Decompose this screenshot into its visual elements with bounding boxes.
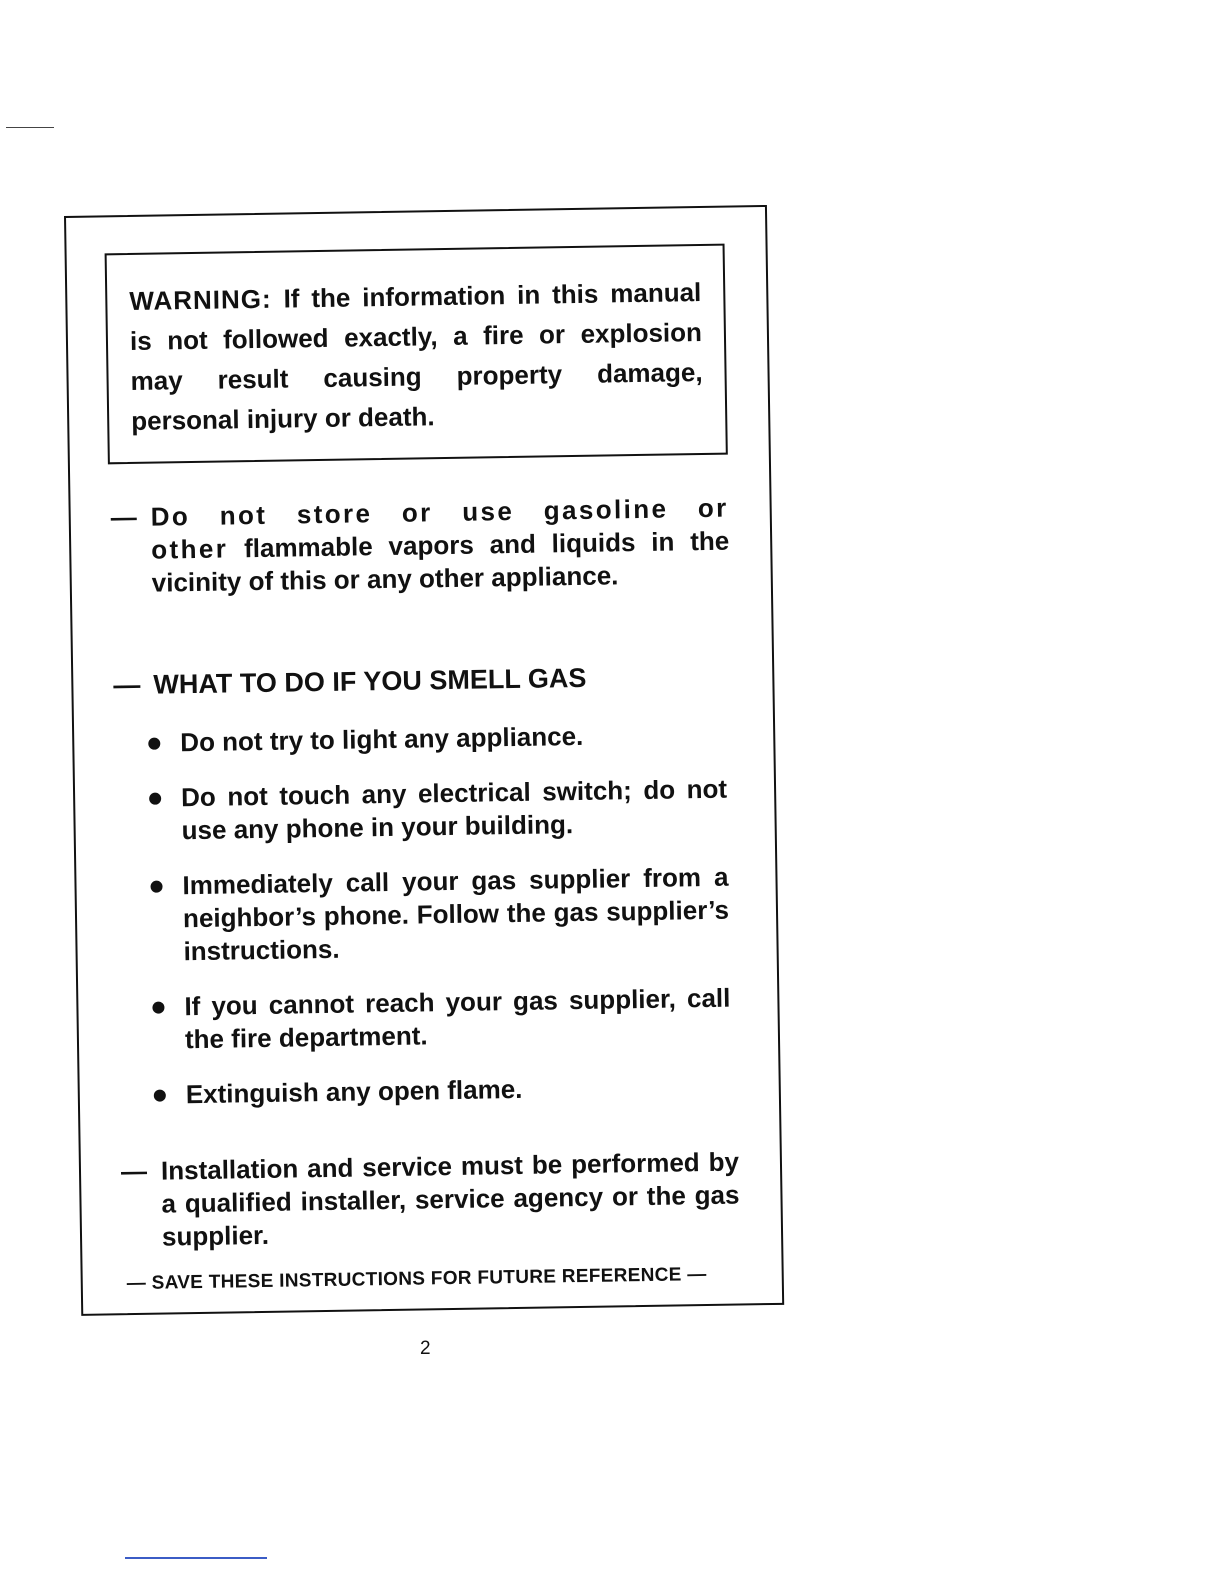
step-text: If you cannot reach your gas supplier, call the fire department. (184, 982, 731, 1055)
scan-mark (6, 127, 54, 128)
page-number: 2 (420, 1338, 431, 1359)
warning-label: WARNING: (129, 283, 272, 316)
list-item (154, 1070, 732, 1112)
bullet-icon (150, 881, 162, 893)
bullet-icon (149, 793, 161, 805)
dash-marker: — (110, 501, 137, 533)
step-text: Extinguish any open flame. (185, 1073, 523, 1110)
smell-gas-heading: WHAT TO DO IF YOU SMELL GAS (153, 662, 587, 700)
smell-gas-steps (148, 718, 732, 1134)
smell-gas-heading-item (113, 662, 586, 702)
gasoline-warning-rest: flammable vapors and liquids in the vicinity of this or any other appliance. (151, 525, 730, 598)
warning-box (105, 244, 728, 465)
step-text: Do not touch any electrical switch; do not use any phone in your building. (180, 773, 728, 846)
gasoline-warning-text (150, 492, 729, 600)
scan-mark (125, 1557, 267, 1559)
dash-marker: — (113, 669, 141, 701)
bullet-icon (154, 1090, 166, 1102)
installation-text: Installation and service must be performed by a qualified installer, service agency or the gas supplier. (160, 1146, 740, 1252)
list-item (149, 773, 728, 848)
installation-item (121, 1146, 740, 1255)
bullet-icon (148, 738, 160, 750)
step-text: Do not try to light any appliance. (180, 720, 584, 758)
step-text: Immediately call your gas supplier from a neighbor’s phone. Follow the gas supplier’s instructions. (182, 861, 730, 967)
save-instructions-line: — SAVE THESE INSTRUCTIONS FOR FUTURE REFERENCE — (126, 1264, 707, 1295)
safety-notice-frame (64, 205, 784, 1316)
list-item (148, 718, 726, 760)
list-item (150, 861, 729, 969)
dash-marker: — (120, 1155, 148, 1187)
gasoline-warning-item (110, 492, 729, 601)
warning-text: If the information in this manual is not followed exactly, a fire or explosion may result causing property damage, personal injury or death. (129, 277, 703, 436)
list-item (152, 982, 731, 1057)
gasoline-warning-line1: Do not store or use gasoline or other (150, 492, 729, 565)
bullet-icon (152, 1002, 164, 1014)
